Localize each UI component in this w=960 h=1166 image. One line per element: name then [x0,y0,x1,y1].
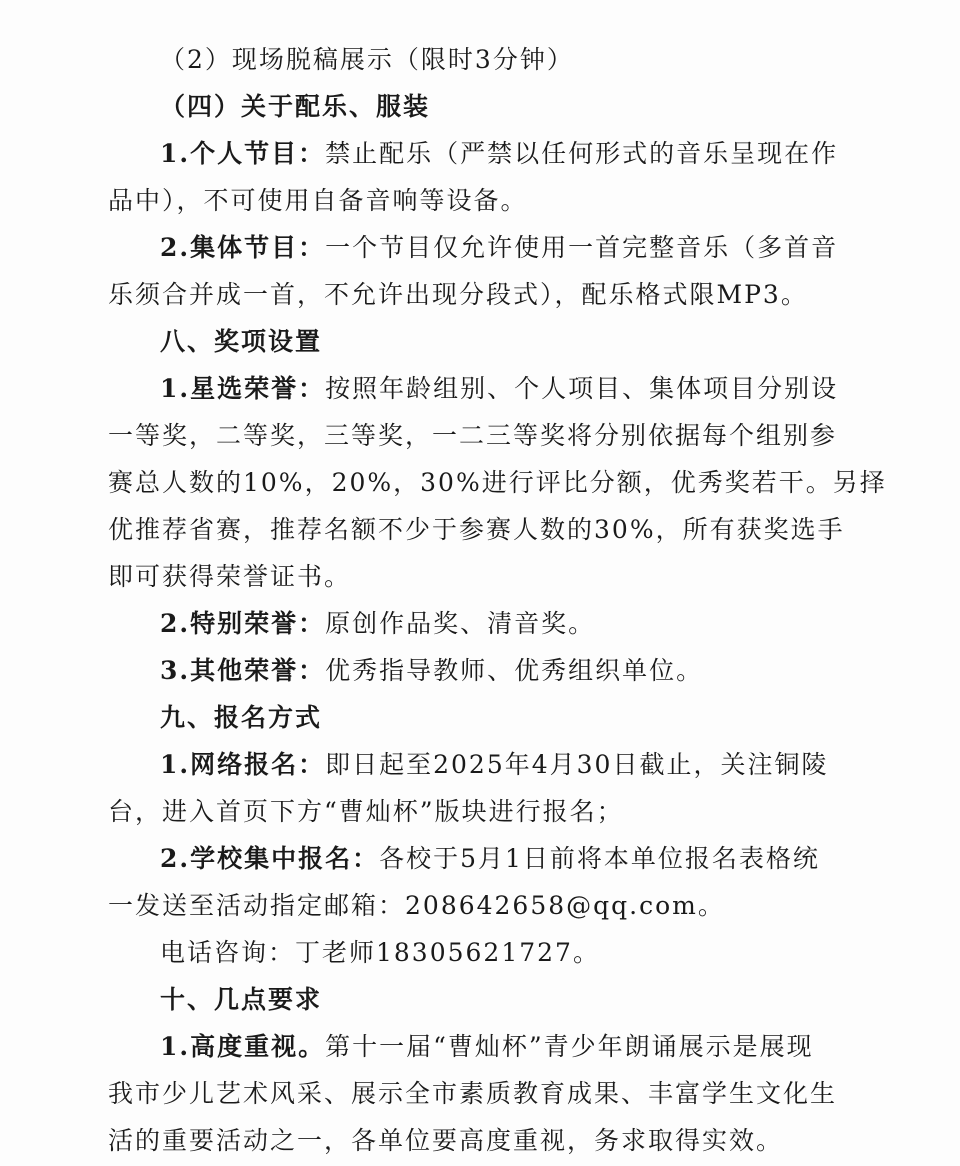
line-text: 十、几点要求 [160,985,323,1014]
line-text: 优推荐省赛，推荐名额不少于参赛人数的30%，所有获奖选手 [108,515,845,544]
text-line [0,224,960,272]
line-text: 即可获得荣誉证书。 [108,562,352,591]
text-line [0,553,960,601]
line-text: 八、奖项设置 [160,327,323,356]
item-label: 1.个人节目： [160,139,326,168]
text-line [0,36,960,84]
text-line [0,741,960,789]
section-heading [0,694,960,742]
line-text: 品中），不可使用自备音响等设备。 [108,186,528,215]
text-line [0,1023,960,1071]
item-label: 2.特别荣誉： [160,609,326,638]
text-line [0,130,960,178]
text-line [0,788,960,836]
line-text: 各校于5月1日前将本单位报名表格统 [379,844,820,873]
line-text: 优秀指导教师、优秀组织单位。 [325,656,704,685]
item-label: 2.学校集中报名： [160,844,380,873]
line-text: 我市少儿艺术风采、展示全市素质教育成果、丰富学生文化生 [108,1079,838,1108]
line-text: （四）关于配乐、服装 [160,92,431,121]
text-line [0,177,960,225]
item-label: 1.星选荣誉： [160,374,326,403]
text-line [0,1070,960,1118]
line-text: 台，进入首页下方“曹灿杯”版块进行报名； [108,797,624,826]
text-line [0,506,960,554]
line-text: 乐须合并成一首，不允许出现分段式），配乐格式限MP3。 [108,280,808,309]
email-text: 一发送至活动指定邮箱：208642658@qq.com。 [108,891,725,920]
text-line [0,882,960,930]
line-text: 一等奖，二等奖，三等奖，一二三等奖将分别依据每个组别参 [108,421,838,450]
text-line [0,929,960,977]
text-line [0,647,960,695]
line-text: 即日起至2025年4月30日截止，关注铜陵 [325,750,829,779]
line-text: 赛总人数的10%，20%，30%进行评比分额，优秀奖若干。另择 [108,468,887,497]
line-text: 一个节目仅允许使用一首完整音乐（多首音 [325,233,839,262]
text-line [0,365,960,413]
item-label: 1.网络报名： [160,750,326,779]
phone-text: 电话咨询：丁老师18305621727。 [160,938,600,967]
section-heading [0,976,960,1024]
item-label: 1.高度重视。 [160,1032,326,1061]
item-label: 2.集体节目： [160,233,326,262]
line-text: 禁止配乐（严禁以任何形式的音乐呈现在作 [325,139,839,168]
line-text: 活的重要活动之一，各单位要高度重视，务求取得实效。 [108,1126,784,1155]
item-label: 3.其他荣誉： [160,656,326,685]
line-text: （2）现场脱稿展示（限时3分钟） [160,45,574,74]
text-line [0,412,960,460]
text-line [0,600,960,648]
line-text: 按照年龄组别、个人项目、集体项目分别设 [325,374,839,403]
subsection-heading [0,83,960,131]
text-line [0,271,960,319]
text-line [0,1117,960,1165]
line-text: 第十一届“曹灿杯”青少年朗诵展示是展现 [325,1032,814,1061]
section-heading [0,318,960,366]
line-text: 原创作品奖、清音奖。 [325,609,596,638]
line-text: 九、报名方式 [160,703,323,732]
text-line [0,835,960,883]
text-line [0,459,960,507]
